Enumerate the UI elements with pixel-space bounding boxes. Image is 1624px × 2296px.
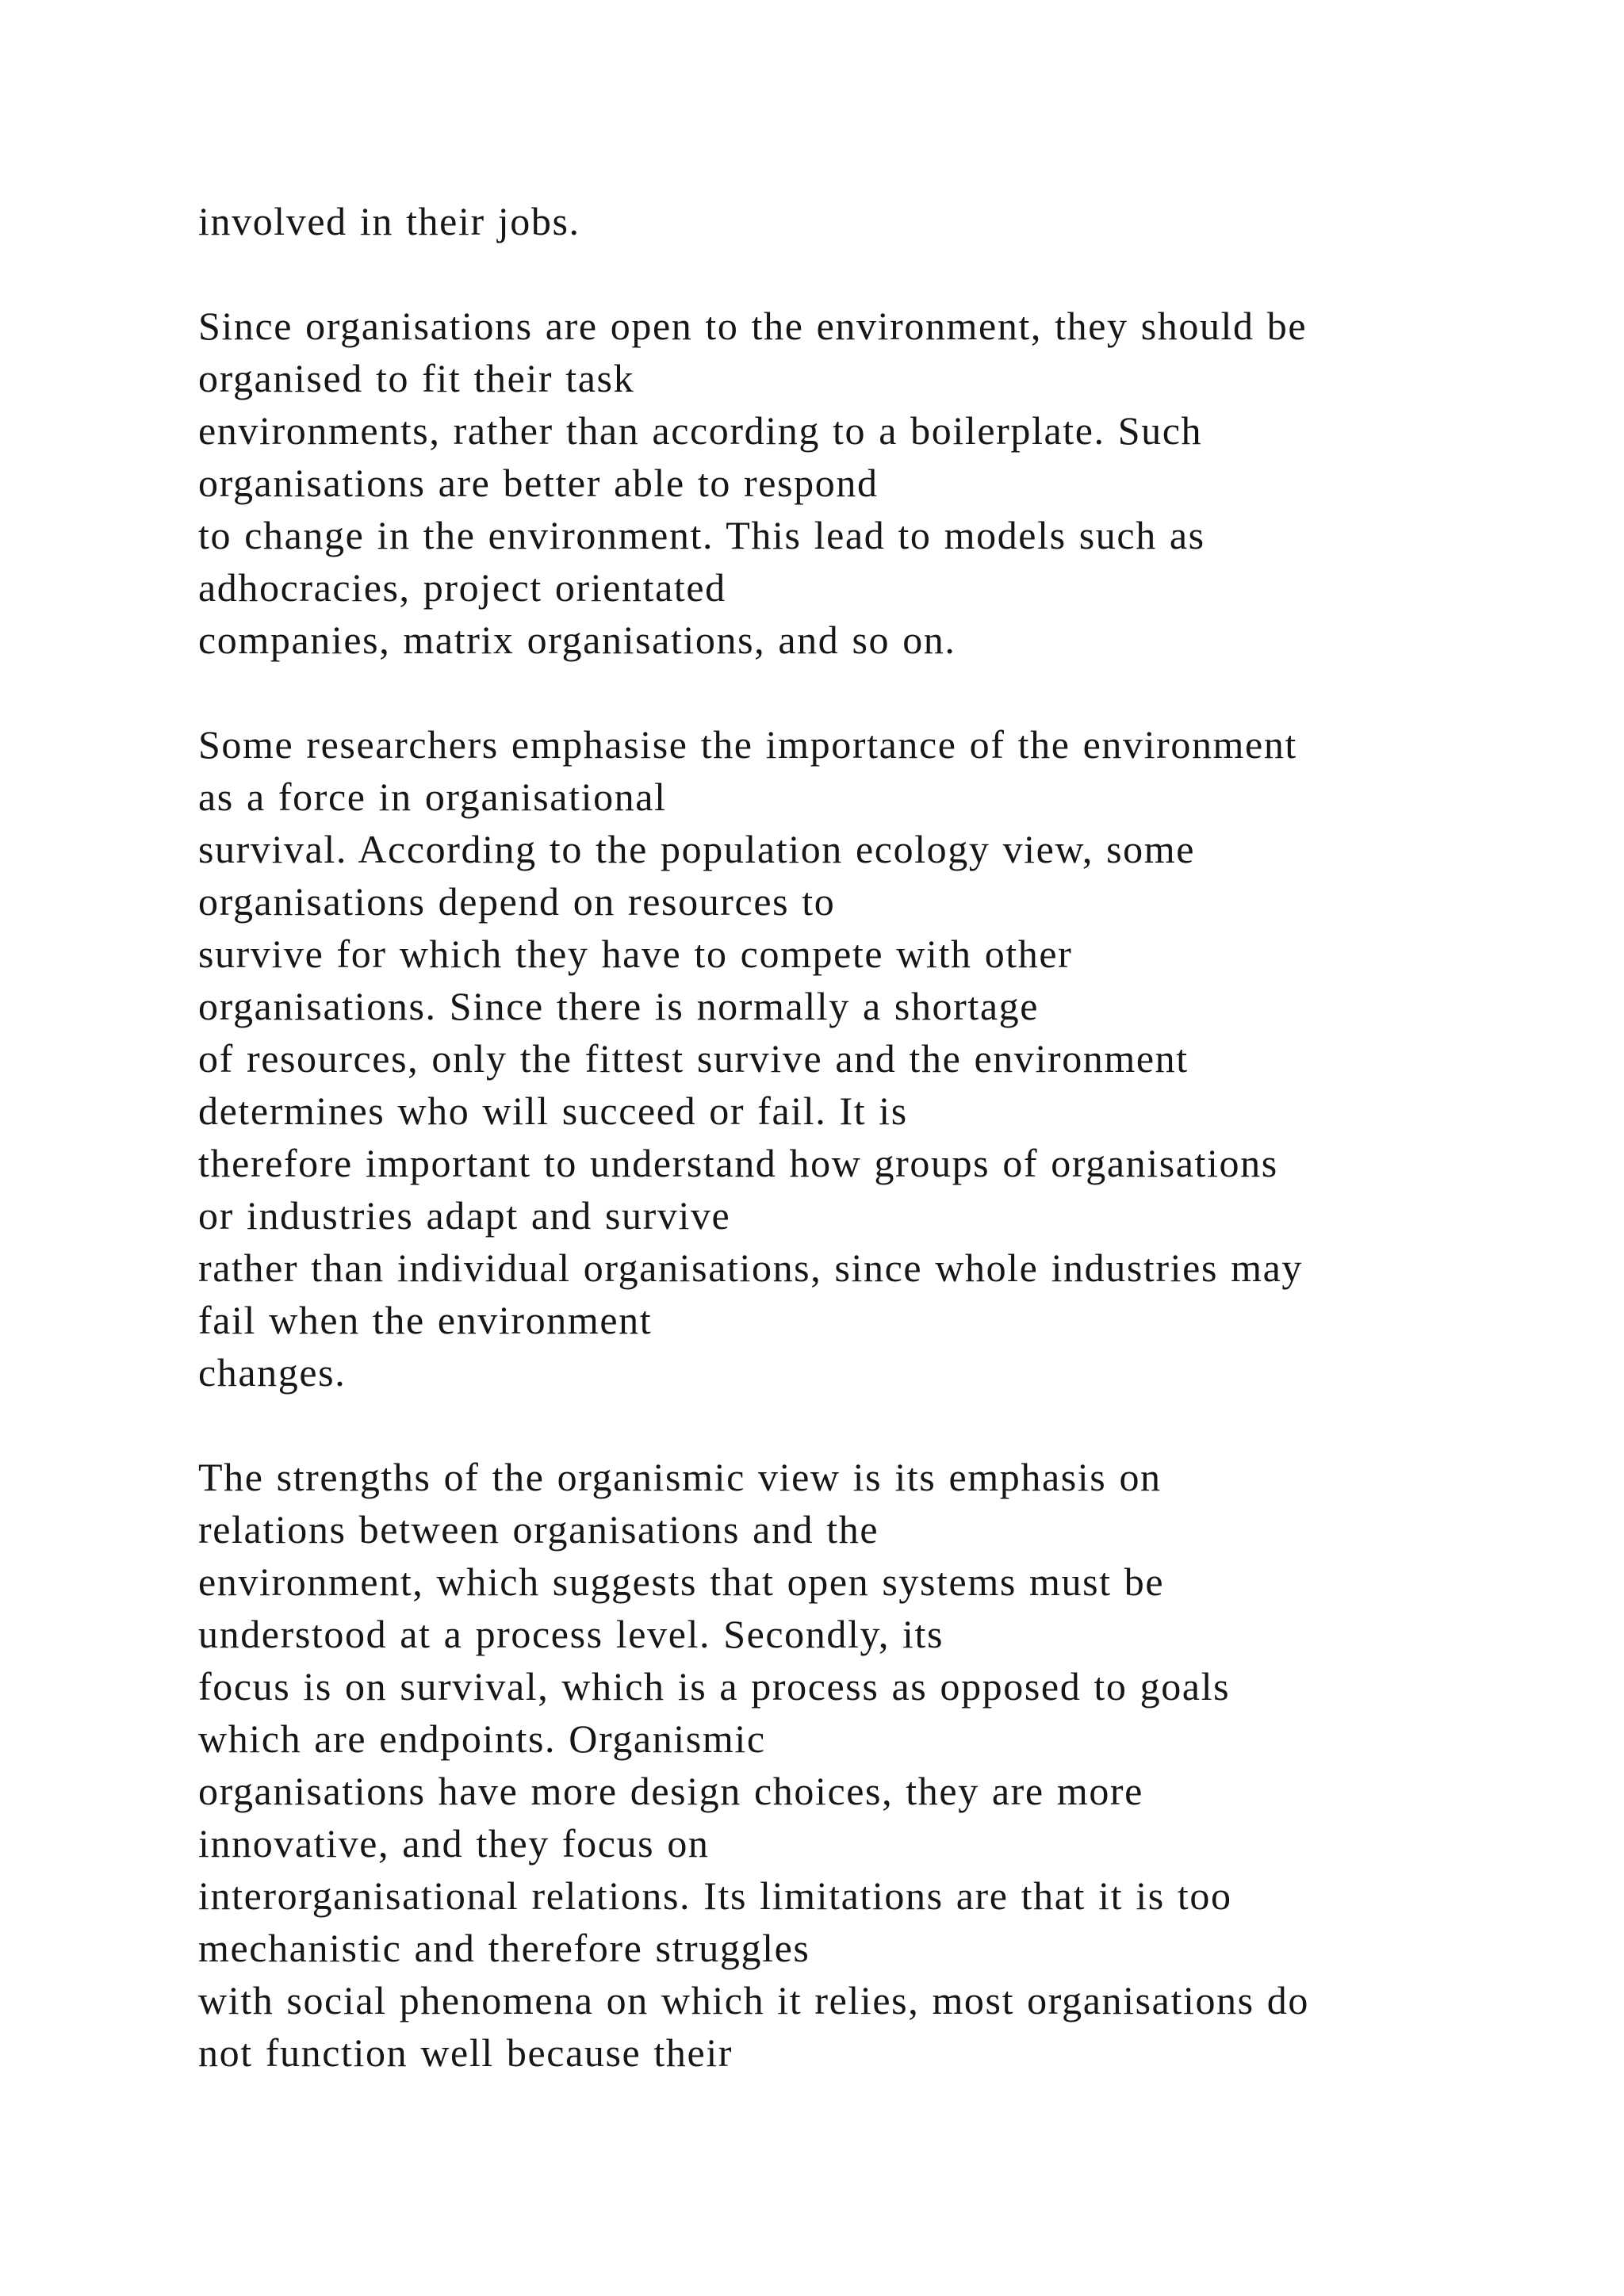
paragraph-4 — [198, 1451, 1546, 2079]
text-line: of resources, only the fittest survive and the environment — [198, 1036, 1189, 1081]
text-line: environments, rather than according to a boilerplate. Such — [198, 408, 1203, 453]
text-line: environment, which suggests that open systems must be — [198, 1559, 1165, 1604]
text-line: The strengths of the organismic view is its emphasis on — [198, 1455, 1162, 1499]
text-line: understood at a process level. Secondly, its — [198, 1612, 944, 1656]
text-line: organisations depend on resources to — [198, 879, 836, 924]
text-line: interorganisational relations. Its limitations are that it is too — [198, 1873, 1232, 1918]
text-line: organised to fit their task — [198, 356, 635, 400]
text-line: organisations. Since there is normally a shortage — [198, 984, 1040, 1028]
text-line: survival. According to the population ecology view, some — [198, 827, 1196, 871]
text-line: which are endpoints. Organismic — [198, 1716, 766, 1761]
paragraph-2 — [198, 300, 1546, 666]
text-line: focus is on survival, which is a process as opposed to goals — [198, 1664, 1231, 1709]
text-line: innovative, and they focus on — [198, 1821, 710, 1866]
paragraph-1 — [198, 195, 1546, 247]
text-line: companies, matrix organisations, and so on. — [198, 618, 956, 662]
text-line: to change in the environment. This lead to models such as — [198, 513, 1205, 557]
text-line: involved in their jobs. — [198, 199, 580, 243]
text-line: organisations are better able to respond — [198, 461, 879, 505]
text-line: fail when the environment — [198, 1298, 653, 1342]
text-line: with social phenomena on which it relies, most organisations do — [198, 1978, 1310, 2022]
text-line: organisations have more design choices, they are more — [198, 1769, 1143, 1813]
text-line: as a force in organisational — [198, 775, 667, 819]
text-line: therefore important to understand how groups of organisations — [198, 1141, 1278, 1185]
text-line: relations between organisations and the — [198, 1507, 879, 1552]
text-line: changes. — [198, 1350, 347, 1395]
text-line: Some researchers emphasise the importance of the environment — [198, 722, 1297, 767]
text-line: not function well because their — [198, 2030, 733, 2075]
text-line: Since organisations are open to the environment, they should be — [198, 304, 1308, 348]
paragraph-3 — [198, 718, 1546, 1399]
text-line: adhocracies, project orientated — [198, 565, 726, 610]
text-line: mechanistic and therefore struggles — [198, 1926, 810, 1970]
text-line: or industries adapt and survive — [198, 1193, 731, 1238]
text-line: rather than individual organisations, since whole industries may — [198, 1246, 1303, 1290]
text-line: survive for which they have to compete with other — [198, 932, 1073, 976]
text-line: determines who will succeed or fail. It is — [198, 1089, 908, 1133]
document-page — [198, 195, 1546, 2131]
